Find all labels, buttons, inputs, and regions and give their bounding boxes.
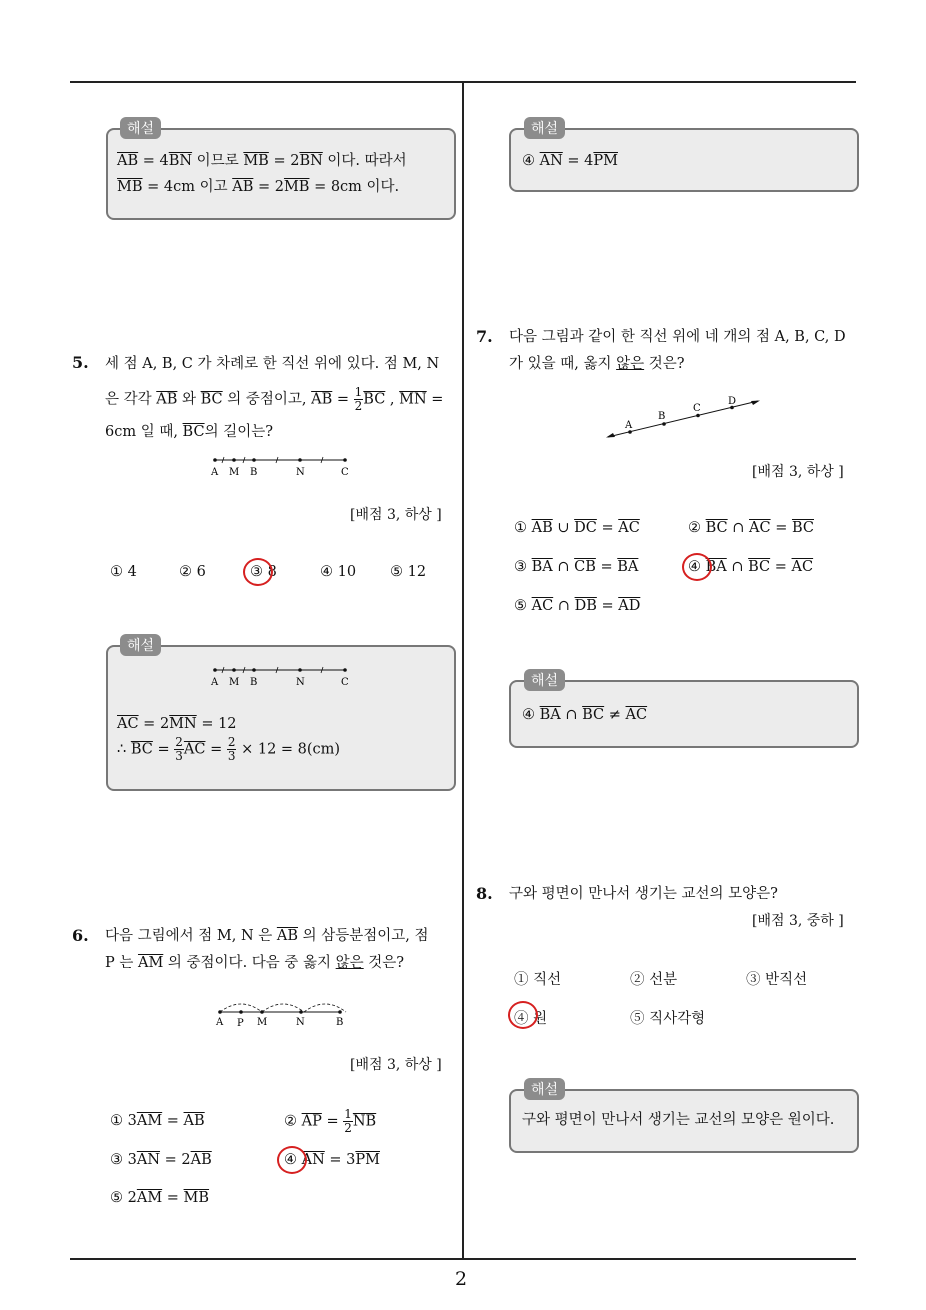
segment-bn: $\overline{BN}$ — [168, 153, 193, 169]
question-text: P 는 $\overline{AM}$ 의 중점이다. 다음 중 옳지 않은 것은? — [105, 955, 405, 971]
text: = — [426, 391, 444, 408]
solution-tag: 해설 — [524, 669, 565, 691]
segment-ac: $\overline{AC}$ — [117, 716, 139, 732]
segment-ab: $\overline{AB}$ — [183, 1113, 205, 1129]
solution-line: 구와 평면이 만나서 생기는 교선의 모양은 원이다. — [522, 1112, 835, 1128]
numerator: 1 — [354, 385, 363, 399]
ray-dc: $\overline{DC}$ — [574, 520, 597, 536]
ray-ac: $\overline{AC}$ — [749, 520, 771, 536]
segment-mb: $\overline{MB}$ — [243, 153, 269, 169]
segment-ab: $\overline{AB}$ — [190, 1152, 212, 1168]
option-5[interactable]: ⑤ 12 — [390, 564, 427, 580]
point-label-n: N — [296, 1017, 305, 1028]
segment-ac: $\overline{AC}$ — [183, 741, 206, 758]
point-label-m: M — [257, 1017, 268, 1028]
segment-pm: $\overline{PM}$ — [355, 1152, 380, 1168]
numerator: 2 — [175, 735, 183, 749]
q7-line-figure — [600, 392, 770, 442]
segment-mb: $\overline{MB}$ — [183, 1190, 210, 1206]
solution-line: $\overline{MB} = 4cm$ 이고 $\overline{AB} = 2\overline{MB} = 8cm$ 이다. — [117, 179, 400, 195]
segment-ap: $\overline{AP}$ — [301, 1113, 322, 1130]
point-label-b: B — [658, 411, 666, 422]
point-label-a: A — [625, 420, 633, 431]
underline-not: 않은 — [335, 955, 364, 971]
ray-db: $\overline{DB}$ — [574, 598, 597, 614]
point-label-b: B — [250, 467, 258, 478]
option-1[interactable]: ① 4 — [110, 564, 137, 580]
solution-tag: 해설 — [524, 1078, 565, 1100]
point-label-m: M — [229, 467, 240, 478]
numerator: 2 — [227, 735, 236, 749]
sol5-segment-figure — [205, 662, 355, 688]
solution-line: $\overline{AB} = 4\overline{BN}$ 이므로 $\overline{MB} = 2\overline{BN}$ 이다. 따라서 — [117, 153, 407, 169]
segment: $\overline{BC}$ — [182, 424, 205, 440]
score-label: [배점 3, 하상 ] — [350, 1057, 442, 1073]
point-label-b: B — [336, 1017, 344, 1028]
solution-tag: 해설 — [120, 117, 161, 139]
point-label-a: A — [211, 677, 219, 688]
text: × 12 = 8(cm) — [241, 741, 341, 758]
solution-tag: 해설 — [524, 117, 565, 139]
segment-an: $\overline{AN}$ — [539, 153, 563, 169]
solution-line: $\overline{AC} = 2\overline{MN} = 12$ — [117, 716, 237, 732]
point-label-c: C — [341, 677, 349, 688]
point-label-b: B — [250, 677, 258, 688]
option-3[interactable]: ③ 8 — [250, 564, 277, 580]
segment-am: $\overline{AM}$ — [136, 1190, 163, 1206]
segment-bc: $\overline{BC}$ — [705, 520, 728, 536]
segment-am: $\overline{AM}$ — [137, 955, 164, 971]
score-label: [배점 3, 하상 ] — [350, 507, 442, 523]
bottom-rule — [70, 1258, 856, 1260]
question-text — [105, 386, 443, 413]
question-number: 5. — [72, 353, 89, 372]
option-3[interactable]: ③ $\overline{BA}$ ∩ $\overline{CB} = \overline{BA}$ — [514, 559, 639, 575]
segment-bc: $\overline{BC}$ — [130, 741, 153, 758]
segment: $\overline{BC}$ — [200, 391, 223, 408]
answer-mark-circle — [508, 1001, 538, 1029]
option-2[interactable]: ② $\overline{AP}$ = $\frac{1}{2}$ $\overline{NB}$ — [284, 1107, 377, 1135]
option-2[interactable]: ② 선분 — [630, 972, 678, 988]
question-number: 6. — [72, 926, 89, 945]
option-5[interactable]: ⑤ $\overline{AC}$ ∩ $\overline{DB} = \overline{AD}$ — [514, 598, 641, 614]
denominator: 3 — [175, 749, 183, 763]
text: 의 중점이고, — [222, 391, 312, 408]
segment-nb: $\overline{NB}$ — [352, 1113, 377, 1130]
text: 6cm 일 때, — [105, 424, 183, 440]
denominator: 3 — [227, 749, 236, 763]
segment-mb: $\overline{MB}$ — [117, 179, 143, 195]
solution-line: ④ $\overline{BA}$ ∩ $\overline{BC} \ne \overline{AC}$ — [522, 707, 648, 723]
q6-segment-figure — [210, 992, 350, 1028]
option-3[interactable]: ③ 반직선 — [746, 972, 808, 988]
question-text: 세 점 A, B, C 가 차례로 한 직선 위에 있다. 점 M, N — [105, 356, 440, 372]
point-label-a: A — [216, 1017, 224, 1028]
question-text — [105, 419, 273, 445]
solution-tag: 해설 — [120, 634, 161, 656]
question-text: 구와 평면이 만나서 생기는 교선의 모양은? — [509, 886, 778, 902]
answer-mark-circle — [243, 558, 273, 586]
point-label-m: M — [229, 677, 240, 688]
question-text: 다음 그림과 같이 한 직선 위에 네 개의 점 A, B, C, D — [509, 329, 846, 345]
option-5[interactable]: ⑤ 직사각형 — [630, 1011, 706, 1027]
option-4[interactable]: ④ 10 — [320, 564, 357, 580]
fraction — [354, 386, 364, 413]
option-4[interactable]: ④ $\overline{BA}$ ∩ $\overline{BC} = \overline{AC}$ — [688, 559, 814, 575]
numerator: 1 — [344, 1107, 352, 1121]
fraction — [174, 736, 184, 763]
point-label-a: A — [211, 467, 219, 478]
line-ac: $\overline{AC}$ — [791, 559, 814, 575]
ray-ab: $\overline{AB}$ — [531, 520, 553, 536]
text: 은 각각 — [105, 391, 157, 408]
answer-mark-circle — [682, 553, 712, 581]
segment-mn: $\overline{MN}$ — [169, 716, 197, 732]
option-5[interactable]: ⑤ $2\overline{AM} = \overline{MB}$ — [110, 1190, 210, 1206]
segment-ab: $\overline{AB}$ — [276, 928, 298, 944]
score-label: [배점 3, 중하 ] — [752, 913, 844, 929]
fraction — [227, 736, 237, 763]
text: , — [385, 391, 400, 408]
question-text: 가 있을 때, 옳지 않은 것은? — [509, 356, 685, 372]
segment-an: $\overline{AN}$ — [301, 1152, 325, 1168]
fraction — [343, 1108, 353, 1135]
ray-bc: $\overline{BC}$ — [748, 559, 771, 575]
text: = — [332, 391, 354, 408]
line-ac: $\overline{AC}$ — [618, 520, 640, 536]
point-label-d: D — [728, 396, 737, 407]
option-2[interactable]: ② 6 — [179, 564, 206, 580]
option-4[interactable]: ④ $\overline{AN} = 3\overline{PM}$ — [284, 1152, 380, 1168]
solution-line: ∴ $\overline{BC}$ = $\frac{2}{3}$ $\overline{AC}$ = $\frac{2}{3}$ × 12 = 8(cm) — [117, 735, 341, 763]
segment-ab: $\overline{AB}$ — [232, 179, 254, 195]
solution-line: ④ $\overline{AN} = 4\overline{PM}$ — [522, 153, 618, 169]
question-number: 8. — [476, 884, 493, 903]
segment-am: $\overline{AM}$ — [136, 1113, 163, 1129]
segment: $\overline{MN}$ — [399, 391, 427, 408]
segment: $\overline{BC}$ — [363, 391, 386, 408]
denominator: 2 — [344, 1121, 352, 1135]
segment-pm: $\overline{PM}$ — [593, 153, 618, 169]
question-text: 다음 그림에서 점 M, N 은 $\overline{AB}$ 의 삼등분점이고, 점 — [105, 928, 429, 944]
ray-bc: $\overline{BC}$ — [582, 707, 605, 723]
segment: $\overline{AB}$ — [311, 391, 333, 408]
point-label-n: N — [296, 467, 305, 478]
answer-mark-circle — [277, 1146, 307, 1174]
option-4[interactable]: ④ 원 — [514, 1011, 548, 1027]
point-label-c: C — [693, 403, 701, 414]
option-1[interactable]: ① $3\overline{AM} = \overline{AB}$ — [110, 1113, 205, 1129]
text: 의 길이는? — [204, 424, 273, 440]
segment-mb: $\overline{MB}$ — [283, 179, 310, 195]
option-1[interactable]: ① 직선 — [514, 972, 562, 988]
q5-segment-figure — [205, 452, 355, 478]
column-divider — [462, 82, 464, 1259]
point-label-p: P — [237, 1018, 244, 1028]
ray-ba: $\overline{BA}$ — [617, 559, 639, 575]
page-number: 2 — [455, 1268, 468, 1290]
score-label: [배점 3, 하상 ] — [752, 464, 844, 480]
line-ac: $\overline{AC}$ — [625, 707, 648, 723]
option-1[interactable]: ① $\overline{AB}$ ∪ $\overline{DC} = \overline{AC}$ — [514, 520, 640, 536]
denominator: 2 — [354, 399, 363, 413]
segment-ad: $\overline{AD}$ — [618, 598, 641, 614]
ray-ba: $\overline{BA}$ — [705, 559, 727, 575]
segment-bc: $\overline{BC}$ — [791, 520, 814, 536]
ray-ba: $\overline{BA}$ — [531, 559, 553, 575]
question-number: 7. — [476, 327, 493, 346]
segment: $\overline{AB}$ — [156, 391, 178, 408]
segment-ab: $\overline{AB}$ — [117, 153, 139, 169]
ray-cb: $\overline{CB}$ — [574, 559, 596, 575]
segment-bn: $\overline{BN}$ — [299, 153, 323, 169]
point-label-c: C — [341, 467, 349, 478]
option-2[interactable]: ② $\overline{BC}$ ∩ $\overline{AC} = \overline{BC}$ — [688, 520, 814, 536]
underline-not: 않은 — [616, 356, 645, 372]
ray-ba: $\overline{BA}$ — [539, 707, 561, 723]
ray-ac: $\overline{AC}$ — [531, 598, 554, 614]
option-3[interactable]: ③ $3\overline{AN} = 2\overline{AB}$ — [110, 1152, 212, 1168]
segment-an: $\overline{AN}$ — [136, 1152, 161, 1168]
text: 와 — [177, 391, 201, 408]
point-label-n: N — [296, 677, 305, 688]
